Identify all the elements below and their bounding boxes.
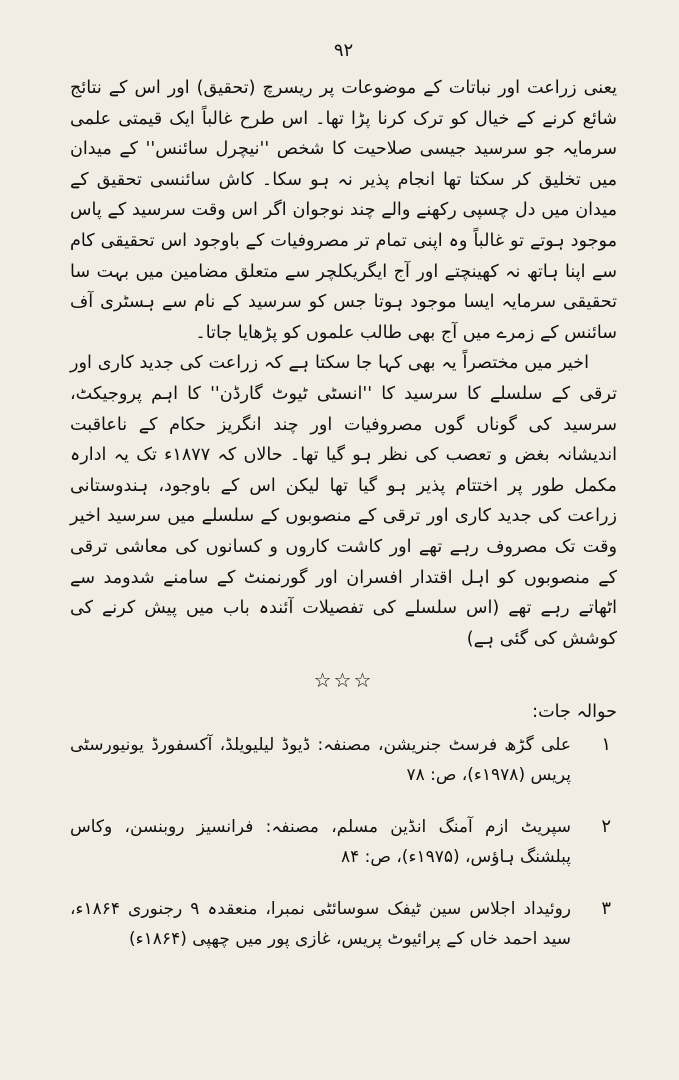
references-list <box>70 730 617 954</box>
reference-number: ۱ <box>601 734 611 756</box>
references-heading: حوالہ جات: <box>532 702 617 723</box>
reference-item <box>70 894 617 954</box>
reference-text: علی گڑھ فرسٹ جنریشن، مصنفہ: ڈیوڈ لیلیویلڈ، آکسفورڈ یونیورسٹی پریس (۱۹۷۸ء)، ص: ۷۸ <box>70 735 571 786</box>
paragraph-2: اخیر میں مختصراً یہ بھی کہا جا سکتا ہے کہ زراعت کی جدید کاری اور ترقی کے سلسلے کا سرسید کا ''انسٹی ٹیوٹ گارڈن'' کا اہم پروجیکٹ، سرسید کی گوناں گوں مصروفیات اور چند انگریز حکام کے ناعاقبت اندیشانہ بغض و تعصب کی نظر ہو گیا تھا۔ حالاں کہ ۱۸۷۷ء تک یہ ادارہ مکمل طور پر اختتام پذیر ہو گیا تھا لیکن اس کے باوجود، ہندوستانی زراعت کی جدید کاری اور ترقی کے منصوبوں کے سلسلے میں سرسید اخیر وقت تک مصروف رہے تھے اور کاشت کاروں و کسانوں کی معاشی ترقی کے منصوبوں کو اہل اقتدار افسران اور گورنمنٹ کے سامنے شدومد سے اٹھاتے رہے تھے (اس سلسلے کی تفصیلات آئندہ باب میں پیش کرنے کی کوشش کی گئی ہے) <box>70 353 617 649</box>
body-text <box>70 73 617 654</box>
reference-item <box>70 812 617 872</box>
reference-text: سپریٹ ازم آمنگ انڈین مسلم، مصنفہ: فرانسیز روبنسن، وکاس پبلشنگ ہاؤس، (۱۹۷۵ء)، ص: ۸۴ <box>70 817 571 868</box>
reference-text: روئیداد اجلاس سین ٹیفک سوسائٹی نمبرا، منعقدہ ۹ رجنوری ۱۸۶۴ء، سید احمد خاں کے پرائیوٹ پریس، غازی پور میں چھپی (۱۸۶۴ء) <box>70 899 571 950</box>
page-number: ۹۲ <box>333 40 354 61</box>
paragraph-1: یعنی زراعت اور نباتات کے موضوعات پر ریسرچ (تحقیق) اور اس کے نتائج شائع کرنے کے خیال کو ترک کرنا پڑا تھا۔ اس طرح غالباً ایک قیمتی علمی سرمایہ جو سرسید جیسی صلاحیت کا شخص ''نیچرل سائنس'' کے میدان میں تخلیق کر سکتا تھا انجام پذیر نہ ہو سکا۔ کاش سائنسی تحقیق کے میدان میں دل چسپی رکھنے والے چند نوجوان اگر اس وقت سرسید کے پاس موجود ہوتے تو غالباً وہ اپنی تمام تر مصروفیات کے باوجود اس تحقیقی کام سے اپنا ہاتھ نہ کھینچتے اور آج ایگریکلچر سے متعلق مضامین میں بہت سا تحقیقی سرمایہ ایسا موجود ہوتا جس کو سرسید کے نام سے ہسٹری آف سائنس کے زمرے میں آج بھی طالب علموں کو پڑھایا جاتا۔ <box>70 78 617 343</box>
reference-item <box>70 730 617 790</box>
reference-number: ۳ <box>601 898 611 920</box>
reference-number: ۲ <box>601 816 611 838</box>
section-separator-stars: ☆☆☆ <box>313 668 374 693</box>
